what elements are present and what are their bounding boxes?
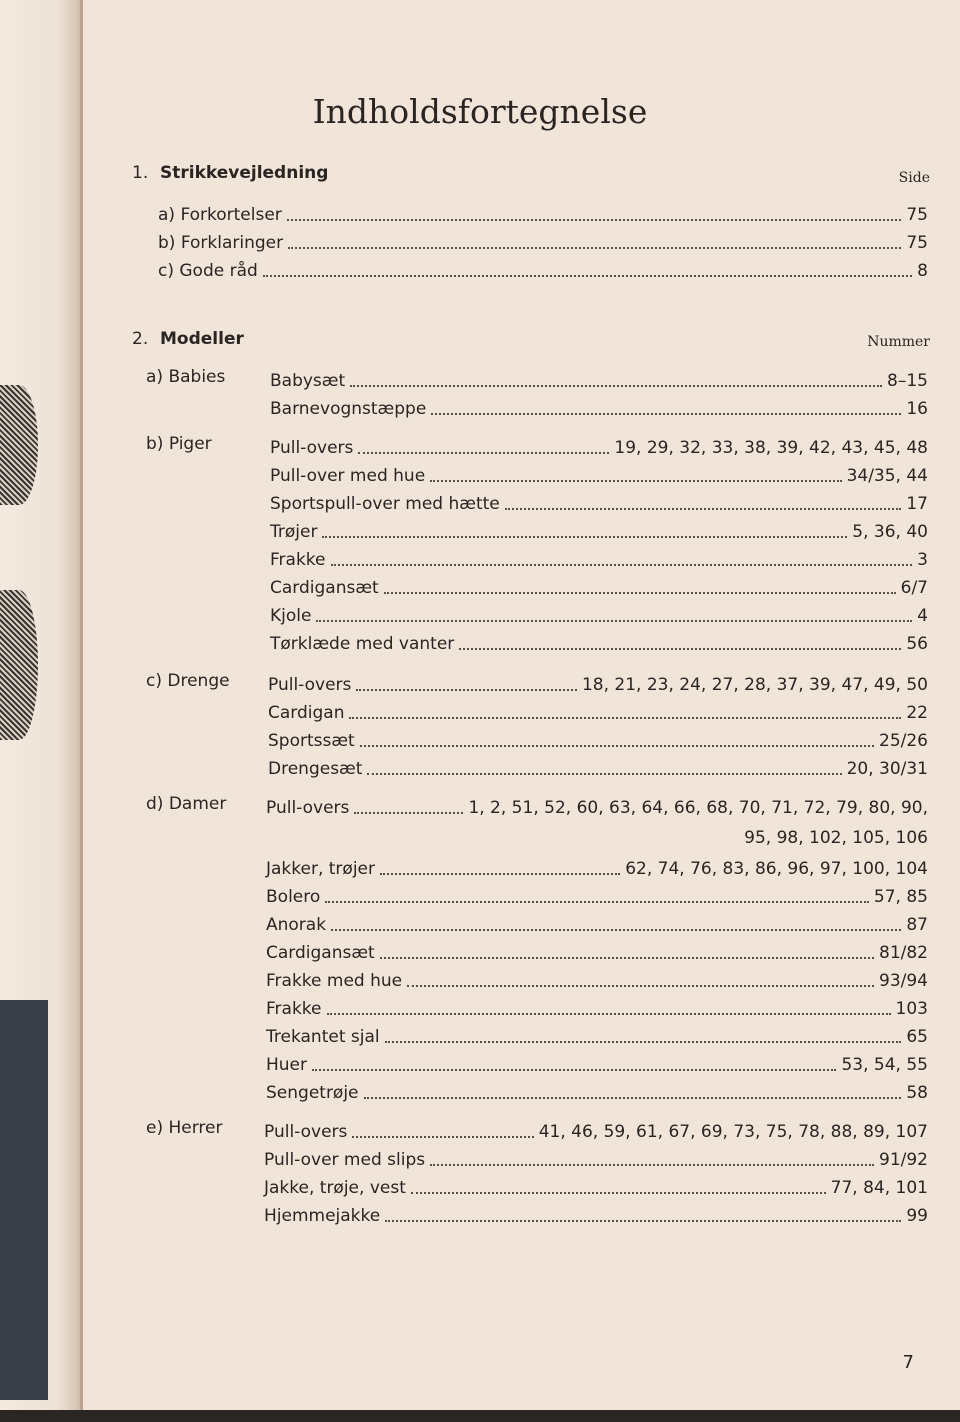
- category-label: e) Herrer: [146, 1118, 223, 1138]
- toc-entry: [266, 1076, 928, 1104]
- leader-dots: [331, 564, 913, 566]
- entry-number: 4: [917, 606, 928, 626]
- entry-number: 56: [906, 634, 928, 654]
- entry-number: 99: [906, 1206, 928, 1226]
- leader-dots: [360, 745, 874, 747]
- entry-label: Frakke med hue: [266, 971, 403, 991]
- entry-number: 34/35, 44: [846, 466, 928, 486]
- leader-dots: [364, 1097, 902, 1099]
- leader-dots: [327, 1013, 891, 1015]
- leader-dots: [331, 929, 901, 931]
- leader-dots: [354, 812, 463, 814]
- page-number: 7: [902, 1352, 914, 1373]
- entry-label: Bolero: [266, 887, 321, 907]
- entry-page: 75: [906, 233, 928, 253]
- leader-dots: [459, 648, 901, 650]
- entry-number: 81/82: [879, 943, 928, 963]
- toc-entry: [270, 543, 928, 571]
- toc-entry: [270, 364, 928, 392]
- leader-dots: [380, 957, 874, 959]
- toc-entry: [270, 431, 928, 459]
- entry-label: Cardigansæt: [266, 943, 375, 963]
- leader-dots: [356, 689, 577, 691]
- category-label: b) Piger: [146, 434, 212, 454]
- entry-label: Trøjer: [270, 522, 318, 542]
- entry-label: Pull-over med slips: [264, 1150, 426, 1170]
- entry-label: Sengetrøje: [266, 1083, 359, 1103]
- entry-label: Cardigan: [268, 703, 345, 723]
- toc-entry: [270, 487, 928, 515]
- toc-entry: [268, 696, 928, 724]
- entry-page: 75: [906, 205, 928, 225]
- section-number: 1.: [132, 163, 149, 183]
- toc-entry: [266, 964, 928, 992]
- category-label: d) Damer: [146, 794, 227, 814]
- facing-page-illustration: [0, 590, 38, 740]
- entry-number: 5, 36, 40: [852, 522, 928, 542]
- entry-label: Pull-overs: [270, 438, 354, 458]
- toc-entry: [264, 1171, 928, 1199]
- entry-number: 65: [906, 1027, 928, 1047]
- leader-dots: [384, 592, 896, 594]
- entry-label: Pull-overs: [266, 798, 350, 818]
- entry-label: Kjole: [270, 606, 312, 626]
- toc-entry: [270, 599, 928, 627]
- section-title: Strikkevejledning: [160, 163, 329, 183]
- toc-entry: [270, 571, 928, 599]
- entry-number: 19, 29, 32, 33, 38, 39, 42, 43, 45, 48: [614, 438, 928, 458]
- column-header: Side: [898, 170, 930, 186]
- entry-label: Frakke: [270, 550, 326, 570]
- toc-entry: [264, 1199, 928, 1227]
- entry-label: Sportspull-over med hætte: [270, 494, 500, 514]
- entry-label: Tørklæde med vanter: [270, 634, 455, 654]
- leader-dots: [505, 508, 902, 510]
- facing-page-photo: [0, 1000, 48, 1400]
- entry-number: 18, 21, 23, 24, 27, 28, 37, 39, 47, 49, 50: [581, 675, 928, 695]
- leader-dots: [358, 452, 609, 454]
- entry-number: 93/94: [879, 971, 928, 991]
- toc-entry: [158, 198, 928, 226]
- section-title: Modeller: [160, 329, 244, 349]
- entry-number: 77, 84, 101: [830, 1178, 928, 1198]
- column-header: Nummer: [867, 334, 930, 350]
- toc-entry: [270, 515, 928, 543]
- toc-entry: [268, 752, 928, 780]
- entry-label: Pull-overs: [264, 1122, 348, 1142]
- entry-number: 3: [917, 550, 928, 570]
- entry-number: 1, 2, 51, 52, 60, 63, 64, 66, 68, 70, 71, 72, 79, 80, 90,: [468, 798, 928, 818]
- leader-dots: [407, 985, 874, 987]
- leader-dots: [325, 901, 869, 903]
- entry-label: Drengesæt: [268, 759, 363, 779]
- leader-dots: [385, 1041, 902, 1043]
- entry-number: 17: [906, 494, 928, 514]
- toc-entry: [266, 880, 928, 908]
- toc-entry: [266, 791, 928, 819]
- entry-number: 58: [906, 1083, 928, 1103]
- toc-entry: [266, 992, 928, 1020]
- leader-dots: [380, 873, 620, 875]
- entry-number: 57, 85: [873, 887, 928, 907]
- toc-entry: [264, 1143, 928, 1171]
- page-title: Indholdsfortegnelse: [312, 92, 648, 131]
- category-label: c) Drenge: [146, 671, 230, 691]
- entry-number: 103: [895, 999, 928, 1019]
- section-heading: [132, 329, 244, 349]
- entry-number: 53, 54, 55: [841, 1055, 928, 1075]
- entry-number: 62, 74, 76, 83, 86, 96, 97, 100, 104: [625, 859, 928, 879]
- binding-edge: [80, 0, 83, 1422]
- entry-label: Babysæt: [270, 371, 346, 391]
- leader-dots: [430, 480, 841, 482]
- leader-dots: [312, 1069, 836, 1071]
- toc-entry: [268, 668, 928, 696]
- leader-dots: [431, 413, 901, 415]
- toc-entry: [158, 226, 928, 254]
- entry-number: 8–15: [887, 371, 928, 391]
- toc-entry: [270, 392, 928, 420]
- leader-dots: [288, 247, 901, 249]
- entry-label: c) Gode råd: [158, 261, 258, 281]
- entry-label: Sportssæt: [268, 731, 355, 751]
- leader-dots: [385, 1220, 901, 1222]
- entry-number: 16: [906, 399, 928, 419]
- entry-number: 22: [906, 703, 928, 723]
- entry-number: 87: [906, 915, 928, 935]
- entry-label: Frakke: [266, 999, 322, 1019]
- entry-number-continuation: 95, 98, 102, 105, 106: [744, 828, 928, 848]
- leader-dots: [349, 717, 901, 719]
- facing-page-illustration: [0, 385, 38, 505]
- entry-number: 91/92: [879, 1150, 928, 1170]
- leader-dots: [367, 773, 841, 775]
- toc-entry: [266, 908, 928, 936]
- leader-dots: [352, 1136, 533, 1138]
- entry-label: Pull-overs: [268, 675, 352, 695]
- section-number: 2.: [132, 329, 149, 349]
- entry-label: Pull-over med hue: [270, 466, 426, 486]
- entry-page: 8: [917, 261, 928, 281]
- toc-entry: [266, 1020, 928, 1048]
- entry-label: Anorak: [266, 915, 327, 935]
- entry-label: b) Forklaringer: [158, 233, 284, 253]
- entry-label: Barnevognstæppe: [270, 399, 427, 419]
- category-label: a) Babies: [146, 367, 226, 387]
- leader-dots: [322, 536, 847, 538]
- entry-label: Cardigansæt: [270, 578, 379, 598]
- section-heading: [132, 163, 328, 183]
- toc-entry: [158, 254, 928, 282]
- entry-label: Jakker, trøjer: [266, 859, 375, 879]
- leader-dots: [411, 1192, 826, 1194]
- leader-dots: [430, 1164, 874, 1166]
- leader-dots: [316, 620, 912, 622]
- entry-label: Jakke, trøje, vest: [264, 1178, 406, 1198]
- entry-label: Hjemmejakke: [264, 1206, 381, 1226]
- leader-dots: [350, 385, 882, 387]
- scan-edge: [0, 1410, 960, 1422]
- leader-dots: [287, 219, 902, 221]
- entry-number: 6/7: [900, 578, 928, 598]
- toc-entry: [266, 1048, 928, 1076]
- toc-entry: [268, 724, 928, 752]
- entry-number: 20, 30/31: [846, 759, 928, 779]
- leader-dots: [263, 275, 912, 277]
- entry-label: Trekantet sjal: [266, 1027, 380, 1047]
- toc-entry: [270, 627, 928, 655]
- toc-entry: [266, 936, 928, 964]
- toc-entry: [270, 459, 928, 487]
- toc-entry: [264, 1115, 928, 1143]
- entry-label: a) Forkortelser: [158, 205, 282, 225]
- entry-number: 41, 46, 59, 61, 67, 69, 73, 75, 78, 88, 89, 107: [538, 1122, 928, 1142]
- entry-number: 25/26: [879, 731, 928, 751]
- entry-label: Huer: [266, 1055, 308, 1075]
- toc-entry: [266, 852, 928, 880]
